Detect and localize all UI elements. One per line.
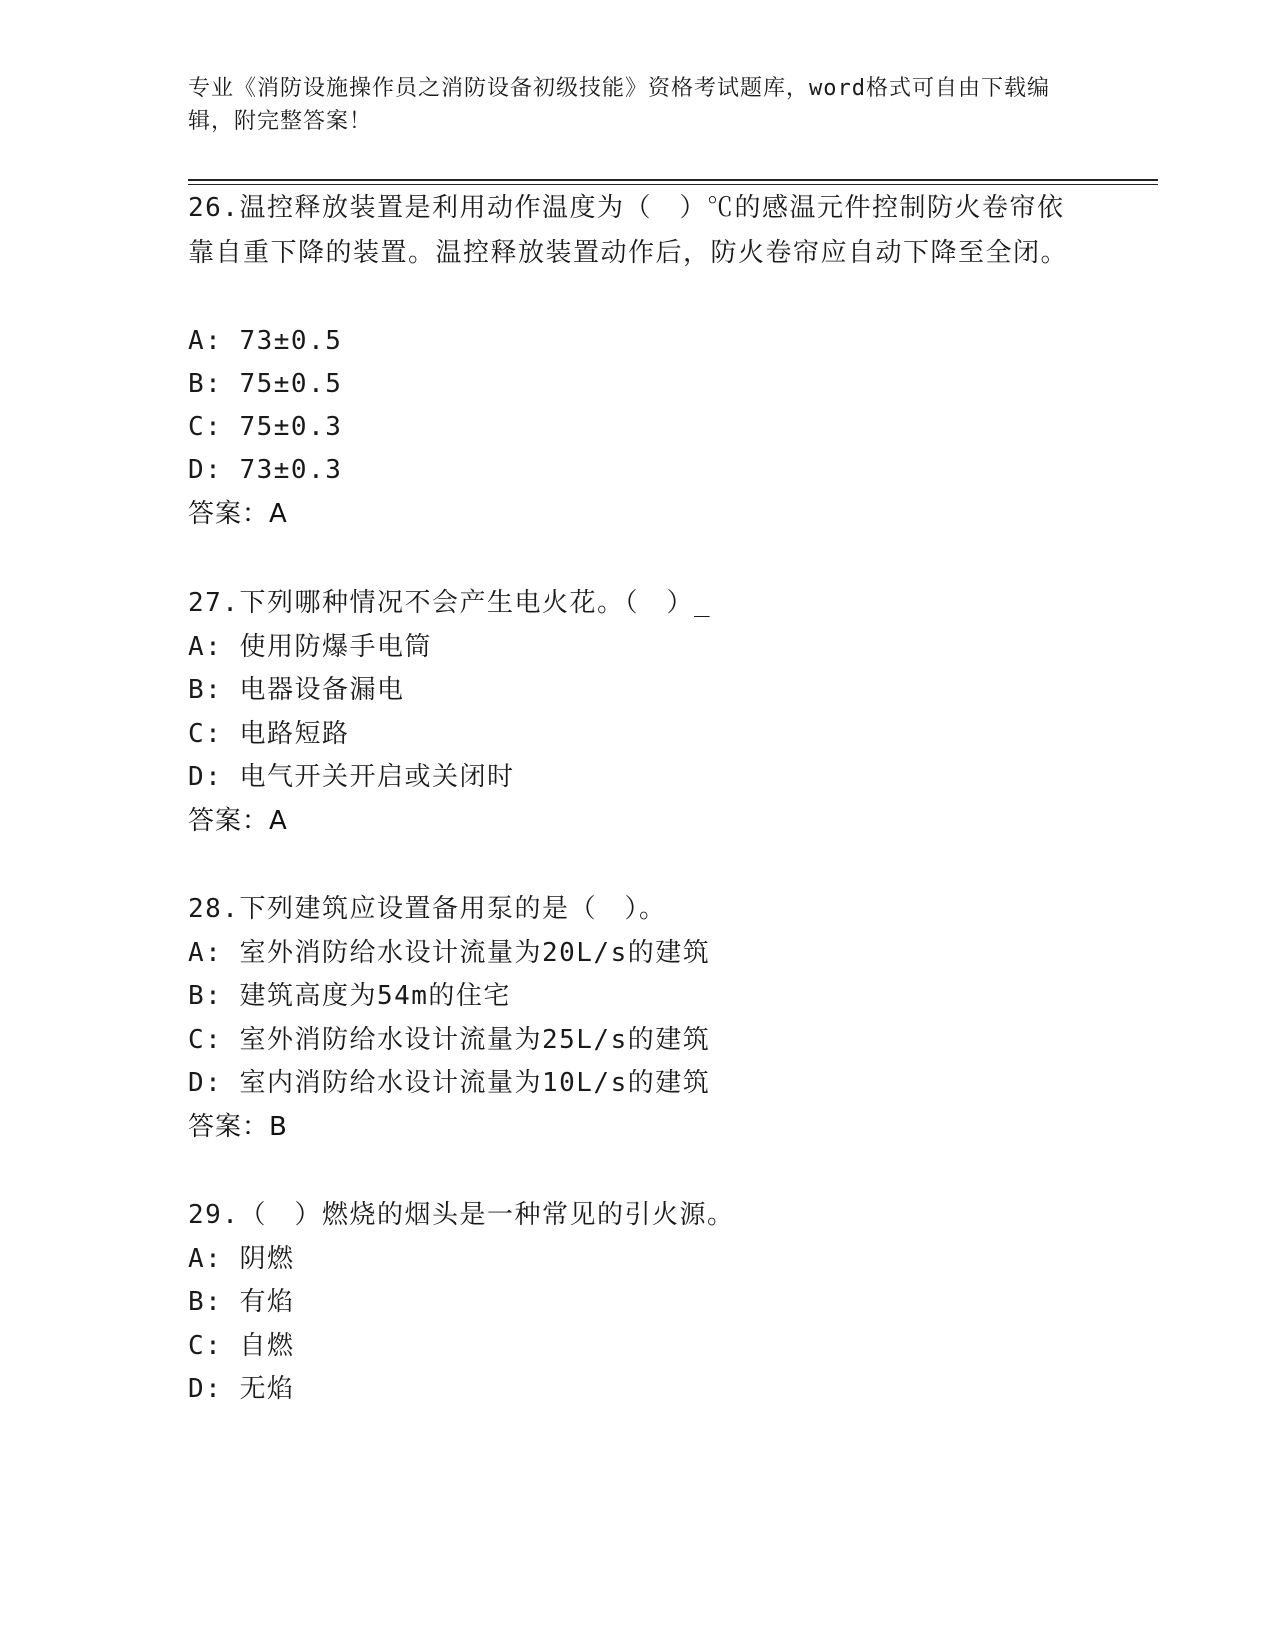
question-27-option-d: D: 电气开关开启或关闭时 <box>188 762 515 792</box>
question-26-option-b: B: 75±0.5 <box>188 369 343 399</box>
question-29-option-a: A: 阴燃 <box>188 1244 295 1274</box>
question-29-option-b: B: 有焰 <box>188 1287 295 1317</box>
question-28-stem: 28.下列建筑应设置备用泵的是（ ）。 <box>188 894 667 924</box>
question-26-answer: 答案：A <box>188 499 288 529</box>
question-29-option-d: D: 无焰 <box>188 1374 295 1404</box>
question-26-stem: 26.温控释放装置是利用动作温度为（ ）℃的感温元件控制防火卷帘依靠自重下降的装置。温控释放装置动作后，防火卷帘应自动下降至全闭。 <box>188 193 1069 268</box>
question-28-option-a: A: 室外消防给水设计流量为20L/s的建筑 <box>188 938 711 968</box>
header-divider-thick <box>188 179 1158 181</box>
question-26-option-d: D: 73±0.3 <box>188 455 343 485</box>
question-27-option-a: A: 使用防爆手电筒 <box>188 632 432 662</box>
question-27-stem: 27.下列哪种情况不会产生电火花。（ ）_ <box>188 588 712 618</box>
header-divider-thin <box>188 184 1158 185</box>
question-26-option-a: A: 73±0.5 <box>188 326 343 356</box>
question-28-option-c: C: 室外消防给水设计流量为25L/s的建筑 <box>188 1025 711 1055</box>
question-27-option-c: C: 电路短路 <box>188 719 350 749</box>
question-28-answer: 答案：B <box>188 1112 288 1142</box>
question-29-stem: 29.（ ）燃烧的烟头是一种常见的引火源。 <box>188 1200 735 1230</box>
question-28-option-d: D: 室内消防给水设计流量为10L/s的建筑 <box>188 1068 711 1098</box>
question-28-option-b: B: 建筑高度为54m的住宅 <box>188 981 511 1011</box>
question-27-answer: 答案：A <box>188 806 288 836</box>
question-29-option-c: C: 自燃 <box>188 1331 295 1361</box>
question-26-option-c: C: 75±0.3 <box>188 412 343 442</box>
document-intro: 专业《消防设施操作员之消防设备初级技能》资格考试题库，word格式可自由下载编辑，附完整答案！ <box>188 76 1050 134</box>
question-27-option-b: B: 电器设备漏电 <box>188 675 405 705</box>
